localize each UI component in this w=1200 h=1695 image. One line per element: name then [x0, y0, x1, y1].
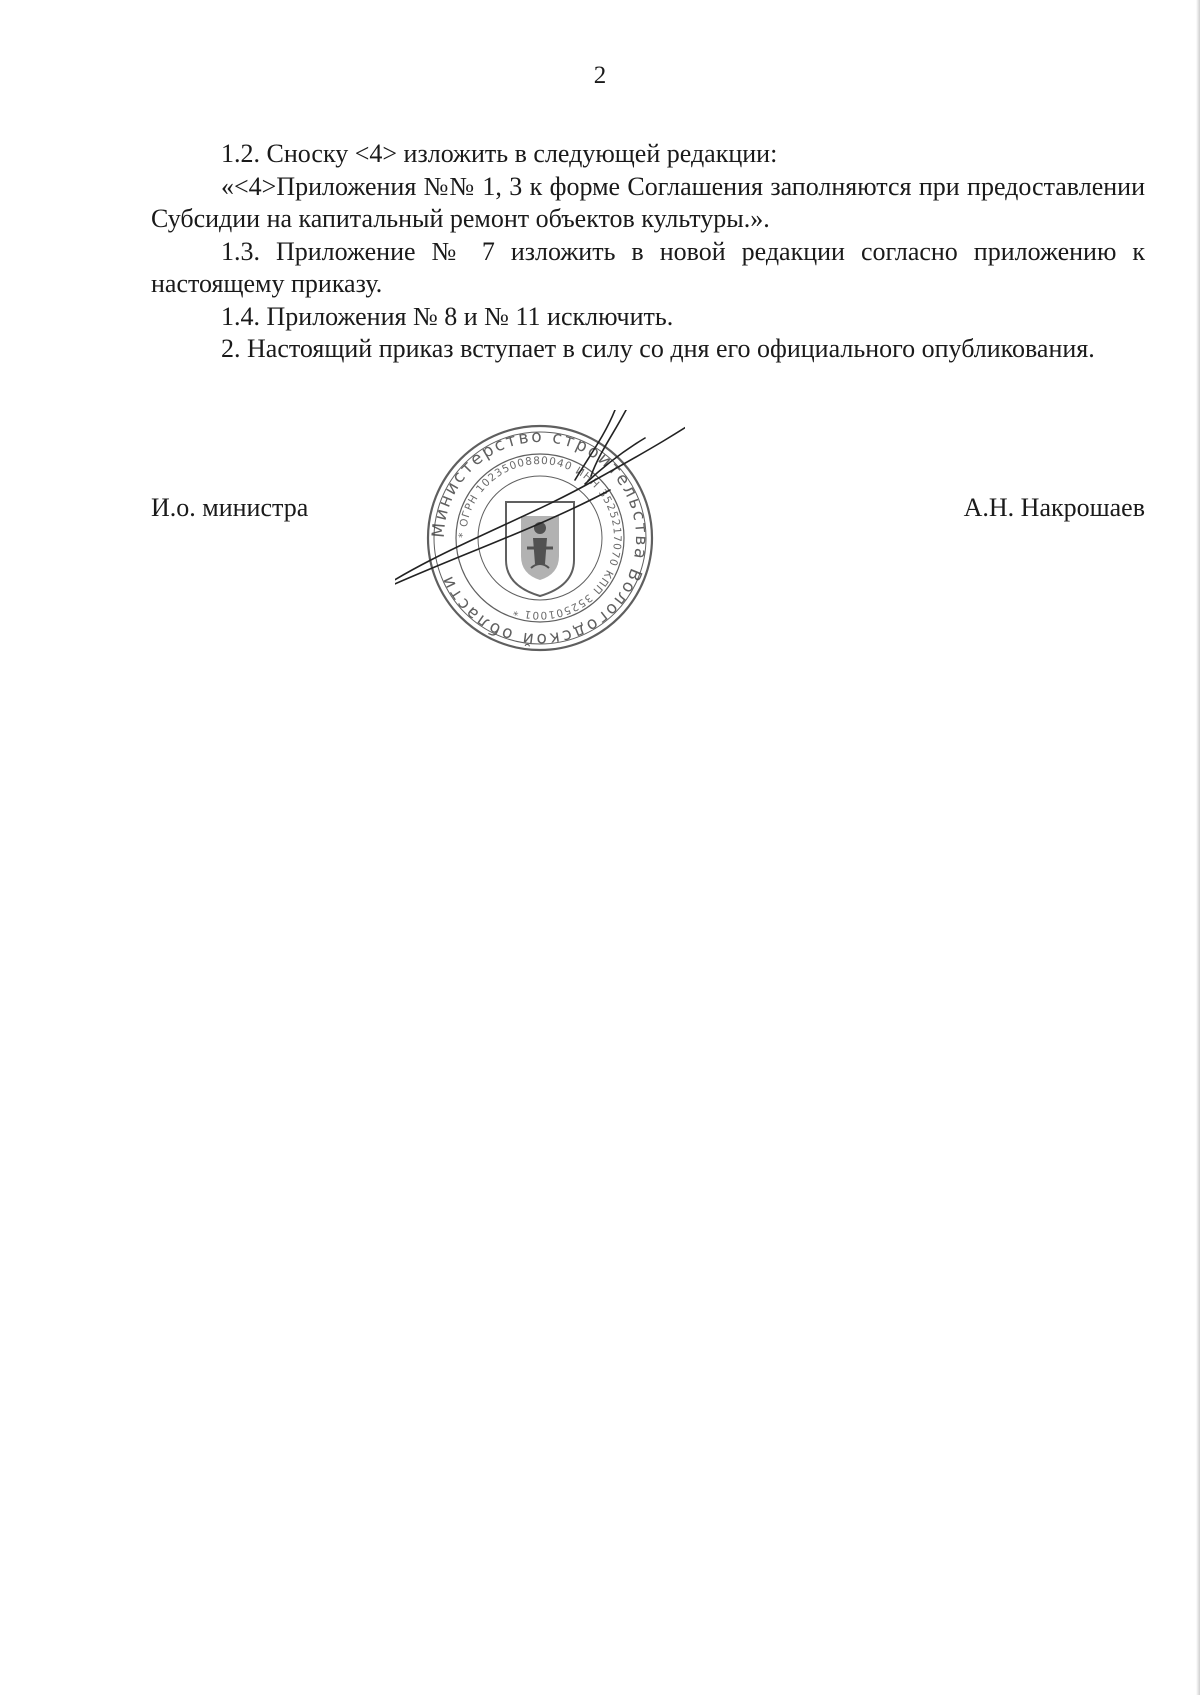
paragraph-2: 2. Настоящий приказ вступает в силу со дня его официального опубликования. — [221, 334, 1095, 363]
paragraph-footnote-4: «<4>Приложения №№ 1, 3 к форме Соглашения заполняются при предоставлении Субсидии на капитальный ремонт объектов культуры.». — [151, 171, 1145, 233]
signer-position: И.о. министра — [151, 493, 309, 522]
seal-outer-text: Министерство строительства Вологодской области — [428, 426, 652, 650]
paragraph-1-3: 1.3. Приложение № 7 изложить в новой редакции согласно приложению к настоящему приказу. — [151, 236, 1145, 298]
coat-of-arms-icon — [506, 502, 574, 596]
paragraph-1-4: 1.4. Приложения № 8 и № 11 исключить. — [221, 301, 674, 331]
official-seal-icon — [395, 410, 685, 670]
paragraph-1-2: 1.2. Сноску <4> изложить в следующей редакции: — [221, 139, 778, 168]
signer-name: А.Н. Накрошаев — [963, 493, 1145, 522]
document-body — [151, 138, 1145, 366]
page-number: 2 — [593, 62, 607, 89]
scan-edge-shadow — [1196, 0, 1200, 1695]
seal-inner-text: * ОГРН 1023500880040 ИНН 3525217070 КПП 352501001 * — [456, 454, 624, 622]
